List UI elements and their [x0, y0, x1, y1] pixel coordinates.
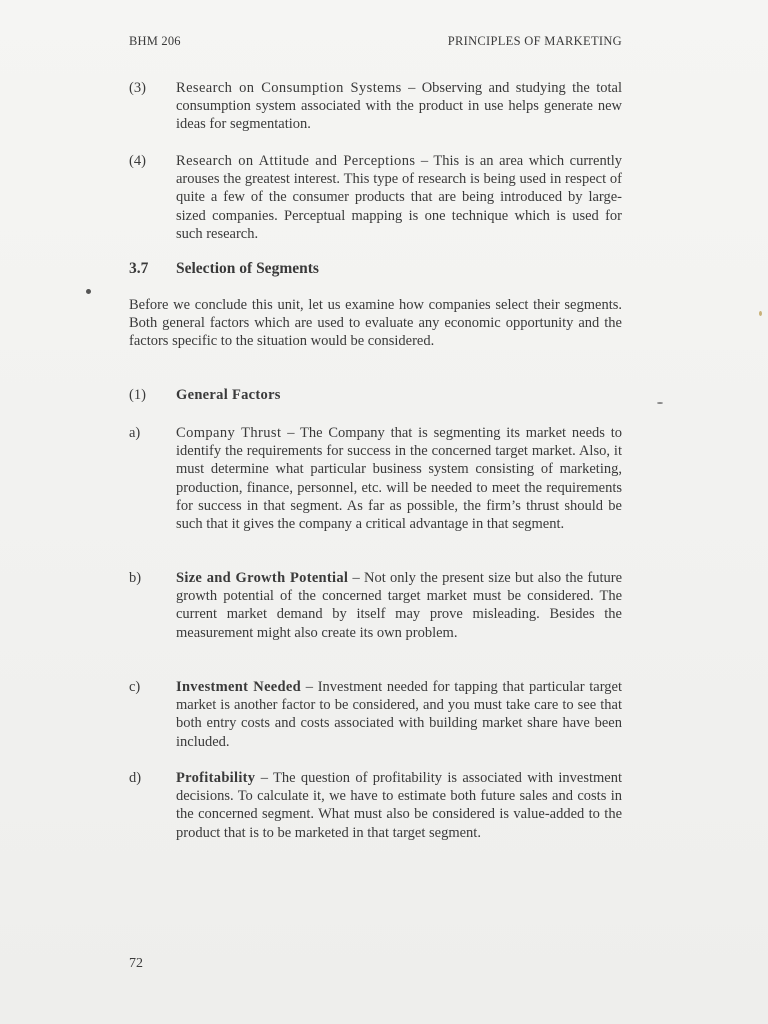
factor-investment-needed — [129, 678, 622, 751]
factor-letter: a) — [129, 425, 141, 441]
header-course-title: PRINCIPLES OF MARKETING — [447, 34, 622, 48]
factor-text: Investment needed for tapping that particular target market is another factor to be considered, and you must take care to see that both entry costs and costs associated with building market share have been included. — [176, 679, 622, 750]
factor-letter: c) — [129, 679, 141, 695]
factor-term: Profitability — [176, 770, 256, 786]
list-item-term: Research on Consumption Systems — [176, 80, 402, 96]
list-item-body — [176, 152, 622, 243]
list-item-dash: – — [415, 153, 434, 169]
header-course-code: BHM 206 — [129, 34, 181, 48]
list-item-text: This is an area which currently arouses the greatest interest. This type of research is being used in respect of quite a few of the consumer products that are being introduced by large-sized companies. Perceptual mapping is one technique which is used for such research. — [176, 153, 622, 242]
list-item-text: Observing and studying the total consumption system associated with the product in use helps generate new ideas for segmentation. — [176, 80, 623, 133]
list-item-research-consumption — [129, 79, 622, 134]
section-intro-paragraph: Before we conclude this unit, let us examine how companies select their segments. Both general factors which are used to evaluate any economic opportunity and the factors specific to the situation would be considered. — [129, 297, 622, 350]
factor-body — [176, 424, 622, 533]
section-title: Selection of Segments — [176, 260, 319, 277]
subheading-title: General Factors — [176, 387, 281, 403]
factor-term: Company Thrust — [176, 425, 282, 441]
subheading-general-factors — [129, 386, 622, 404]
factor-dash: – — [348, 570, 365, 586]
list-item-term: Research on Attitude and Perceptions — [176, 153, 416, 169]
factor-text: Not only the present size but also the future growth potential of the concerned target market must be considered. The current market demand by itself may prove misleading. Besides the measurement might also create its own problem. — [176, 570, 623, 641]
factor-letter: b) — [129, 570, 142, 586]
list-item-dash: – — [401, 80, 422, 96]
factor-body — [176, 569, 622, 642]
subheading-number: (1) — [129, 387, 146, 403]
scan-speck — [759, 311, 762, 316]
section-number: 3.7 — [129, 260, 149, 277]
factor-text: The question of profitability is associated with investment decisions. To calculate it, we have to estimate both future sales and costs in the concerned segment. What must also be considered is value-added to the product that is to be marketed in that target segment. — [176, 770, 622, 841]
list-item-research-attitude — [129, 152, 622, 243]
list-item-number: (4) — [129, 153, 146, 169]
page-number: 72 — [129, 956, 143, 971]
factor-profitability — [129, 769, 622, 842]
factor-dash: – — [301, 679, 318, 695]
list-item-body — [176, 79, 622, 134]
section-heading — [129, 260, 622, 278]
factor-size-growth — [129, 569, 622, 642]
scan-speck — [657, 402, 663, 404]
factor-company-thrust — [129, 424, 622, 533]
scan-speck — [86, 289, 91, 294]
factor-text: The Company that is segmenting its market needs to identify the requirements for success in the concerned target market. Also, it must determine what particular business system consisting of marketing, production, finance, personnel, etc. will be needed to meet the requirements for success in that segment. As far as possible, the firm’s thrust should be such that it gives the company a critical advantage in that segment. — [176, 425, 622, 533]
list-item-number: (3) — [129, 80, 146, 96]
factor-letter: d) — [129, 770, 142, 786]
factor-body — [176, 678, 622, 751]
factor-term: Investment Needed — [176, 679, 302, 695]
factor-body — [176, 769, 622, 842]
factor-dash: – — [255, 770, 274, 786]
factor-dash: – — [281, 425, 301, 441]
factor-term: Size and Growth Potential — [176, 570, 349, 586]
